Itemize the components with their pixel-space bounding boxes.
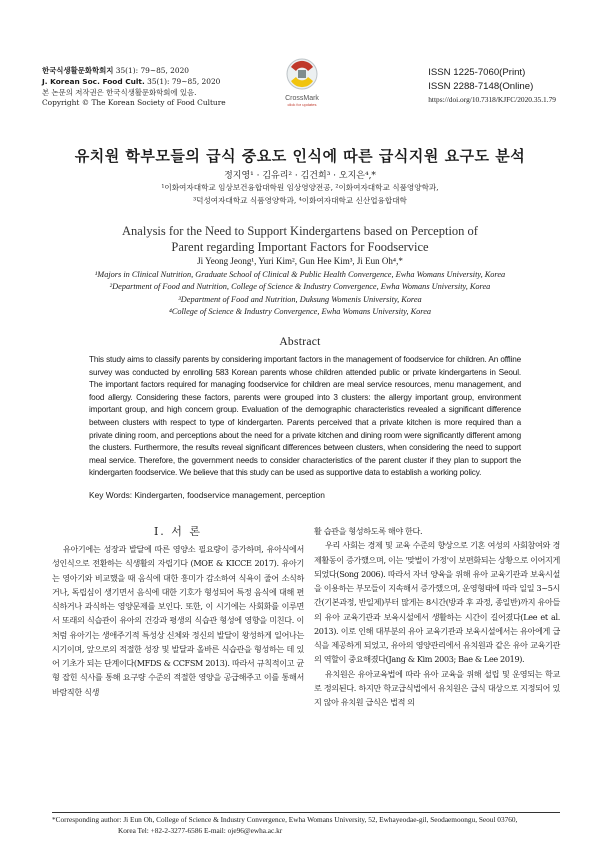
issn-block: [428, 66, 556, 107]
copyright-line: Copyright © The Korean Society of Food Culture: [42, 98, 226, 108]
body-right-column: [314, 524, 560, 709]
journal-header: [42, 66, 226, 109]
affiliation-ko-1: ¹이화여자대학교 임상보건융합대학원 임상영양전공, ²이화여자대학교 식품영양학과,: [161, 183, 439, 192]
title-en: Analysis for the Need to Support Kindergartens based on Perception of Parent regarding Important Factors for Foodservice: [122, 224, 478, 254]
body-left-column: [52, 542, 304, 699]
corresponding-author-footnote: *Corresponding author: Ji Eun Oh, College of Science & Industry Convergence, Ewha Womans University, 52, Ewhayeodae-gil, Seodaemoongu, Seoul 03760, Korea Tel: +82-2-3277-6586 E-mail: oje96@ewha.ac.kr: [52, 815, 518, 835]
affiliation-en-3: ³Department of Food and Nutrition, Duksung Womenis University, Korea: [178, 295, 422, 304]
journal-name-en: J. Korean Soc. Food Cult. 35(1): 79~85, 2020: [42, 76, 221, 86]
footnote-divider: [52, 812, 560, 813]
journal-name-ko: 한국식생활문화학회지 35(1): 79~85, 2020: [42, 66, 189, 75]
crossmark-sub: click for updates: [287, 102, 317, 107]
crossmark-badge[interactable]: [283, 58, 321, 107]
affiliation-ko-2: ³덕성여자대학교 식품영양학과, ⁴이화여자대학교 신산업융합대학: [193, 196, 407, 205]
title-ko: 유치원 학부모들의 급식 중요도 인식에 따른 급식지원 요구도 분석: [74, 147, 526, 165]
authors-en: Ji Yeong Jeong¹, Yuri Kim², Gun Hee Kim³, Ji Eun Oh⁴,*: [197, 256, 403, 266]
affiliation-en-2: ²Department of Food and Nutrition, College of Science & Industry Convergence, Ewha Womans University, Korea: [109, 282, 491, 291]
copyright-note-ko: 본 논문의 저작권은 한국식생활문화학회에 있음.: [42, 87, 197, 97]
doi-link[interactable]: https://doi.org/10.7318/KJFC/2020.35.1.79: [428, 95, 556, 104]
issn-print: ISSN 1225-7060(Print): [428, 67, 526, 78]
paragraph: 우리 사회는 경제 및 교육 수준의 향상으로 기혼 여성의 사회참여와 경제활동이 증가했으며, 이는 '맞벌이 가정'이 보편화되는 상황으로 이어지게 되었다(Song 2006). 따라서 자녀 양육을 위해 유아 교육기관과 보육시설을 이용하는 부모들이 지속해서 증가했으며, 운영형태에 따라 일일 3~5시간(기본과정, 반일제)부터 많게는 8시간(방과 후 과정, 종일반)까지 유아들의 유아 교육기관과 보육시설에서 생활하는 시간이 길어졌다(Lee et al. 2013). 이로 인해 대부분의 유아 교육기관과 보육시설에서는 유아에게 급식을 제공하게 되었고, 유아의 영양관리에서 유치원과 같은 유아 교육기관의 역할이 중요해졌다(Jang & Kim 2003; Bae & Lee 2019).: [314, 540, 560, 665]
affiliation-en-4: ⁴College of Science & Industry Convergence, Ewha Womans University, Korea: [168, 307, 432, 316]
issn-online: ISSN 2288-7148(Online): [428, 80, 534, 92]
paragraph: 유아기에는 성장과 발달에 따른 영양소 필요량이 증가하며, 유아식에서 성인식으로 전환하는 식생활의 자립기다 (MOE & KICCE 2017). 유아기는 영아기와 비교했을 때 음식에 대한 흥미가 감소하여 식욕이 줄어 소식하거나, 독립심이 생기면서 음식에 대한 기호가 형성되어 특정 음식에 대해 편식하거나 과식하는 영양문제를 보인다. 또한, 이 시기에는 사회화를 이루면서 또래의 식습관이 유아의 건강과 평생의 식습관 형성에 영향을 미친다. 이처럼 유아기는 생애주기적 특성상 신체와 정신의 발달이 왕성하게 일어나는 시기이며, 앞으로의 적절한 성장 및 발달과 올바른 식습관을 형성하는 데 있어 기초가 되는 단계이다(MFDS & CCFSM 2013). 따라서 규칙적이고 균형 잡힌 식사를 통해 요구량 수준의 적절한 영양을 공급해주고 이를 통해서 바람직한 식생: [52, 544, 304, 697]
crossmark-icon: [283, 58, 321, 90]
abstract-text: This study aims to classify parents by considering important factors in the management of foodservice for children. An offline survey was conducted by enrolling 583 Korean parents whose children attended public or private kindergartens in Seoul. The important factors required for managing foodservice for children are meal service resources, menu management, and food allergy. Considering these factors, parents were grouped into 3 clusters: the allergy important group, environment important group, and high concern group. Evaluation of the demographic characteristics revealed a significant difference between clusters with respect to type of kindergarten. Parents perceived that a private kitchen is more required than a private dining room, and perceptions about the need for a private kitchen and dining room were significantly different among the clusters. Furthermore, the results reveal significant differences between clusters, when considering the need to support meal service. Therefore, the government needs to consider characteristics of the parent cluster if they plan to support the kindergarten foodservice. We believe that this study can be used as supportive data to establish a working policy.: [89, 355, 521, 478]
paragraph: 유치원은 유아교육법에 따라 유아 교육을 위해 설립 및 운영되는 학교로 정의된다. 하지만 학교급식법에서 유치원은 급식 대상으로 지정되어 있지 않아 유치원 급식은 법적 의: [314, 668, 560, 707]
keywords: Key Words: Kindergarten, foodservice management, perception: [89, 490, 325, 500]
authors-ko: 정지영¹ · 김유리² · 김건희³ · 오지은⁴,*: [224, 171, 376, 181]
crossmark-label: CrossMark: [285, 95, 319, 102]
section-heading: Ⅰ. 서 론: [153, 525, 203, 538]
paragraph: 활 습관을 형성하도록 해야 한다.: [314, 526, 423, 536]
abstract-heading: Abstract: [279, 336, 321, 348]
affiliation-en-1: ¹Majors in Clinical Nutrition, Graduate School of Clinical & Public Health Convergence, Ewha Womans University, Korea: [94, 270, 506, 279]
